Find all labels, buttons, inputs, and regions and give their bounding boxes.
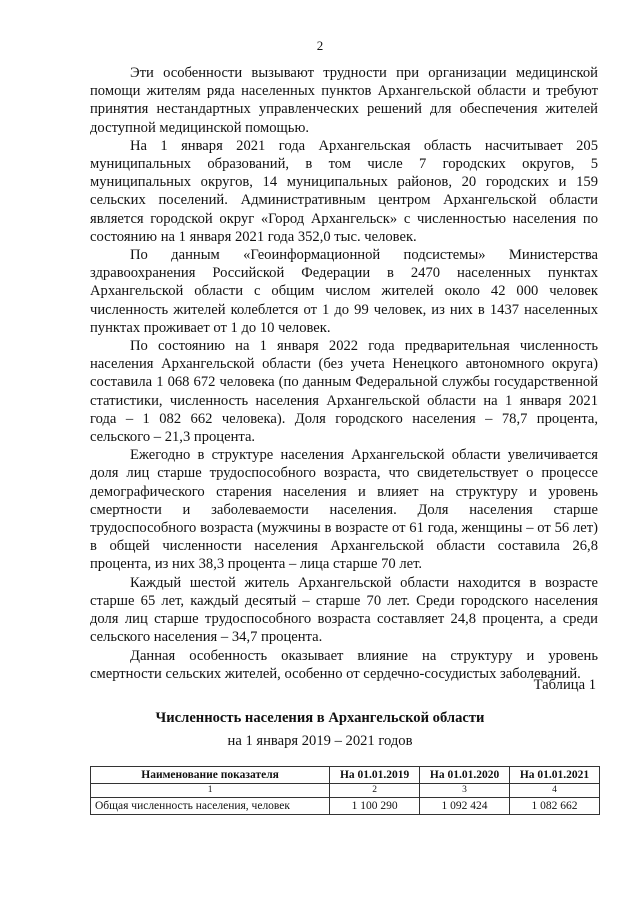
document-body <box>90 64 598 683</box>
value-2021-cell: 1 082 662 <box>510 798 600 815</box>
table-caption: Таблица 1 <box>533 677 596 693</box>
paragraph: Данная особенность оказывает влияние на структуру и уровень смертности сельских жителей, особенно от сердечно-сосудистых заболеваний. <box>90 647 598 682</box>
column-number: 4 <box>510 784 600 798</box>
value-2019-cell: 1 100 290 <box>330 798 420 815</box>
table-header-row <box>91 767 600 784</box>
page-number: 2 <box>316 38 324 53</box>
header-2020: На 01.01.2020 <box>420 767 510 784</box>
column-number: 2 <box>330 784 420 798</box>
value-2020-cell: 1 092 424 <box>420 798 510 815</box>
header-indicator-name: Наименование показателя <box>91 767 330 784</box>
paragraph: По данным «Геоинформационной подсистемы» Министерства здравоохранения Российской Федерации в 2470 населенных пунктах Архангельской области с общим числом жителей около 42 000 человек численность жителей колеблется от 1 до 99 человек, из них в 1437 населенных пунктах проживает от 1 до 10 человек. <box>90 247 598 336</box>
paragraph: По состоянию на 1 января 2022 года предварительная численность населения Архангельской области (без учета Ненецкого автономного округа) составила 1 068 672 человека (по данным Федеральной службы государственной статистики, численность населения Архангельской области на 1 января 2021 года – 1 082 662 человека). Доля городского населения – 78,7 процента, сельского – 21,3 процента. <box>90 338 598 446</box>
paragraph: На 1 января 2021 года Архангельская область насчитывает 205 муниципальных образований, в том числе 7 городских округов, 5 муниципальных округов, 14 муниципальных районов, 20 городских и 159 сельских поселений. Административным центром Архангельской области является городской округ «Город Архангельск» с численностью населения по состоянию на 1 января 2021 года 352,0 тыс. человек. <box>90 137 598 245</box>
column-number: 1 <box>91 784 330 798</box>
table-row <box>91 798 600 815</box>
column-number-row <box>91 784 600 798</box>
header-2019: На 01.01.2019 <box>330 767 420 784</box>
population-table <box>90 766 600 815</box>
table-title: Численность населения в Архангельской области <box>155 710 485 726</box>
indicator-name-cell: Общая численность населения, человек <box>91 798 330 815</box>
column-number: 3 <box>420 784 510 798</box>
header-2021: На 01.01.2021 <box>510 767 600 784</box>
paragraph: Эти особенности вызывают трудности при организации медицинской помощи жителям ряда населенных пунктов Архангельской области и требуют принятия нестандартных управленческих решений для обеспечения жителей доступной медицинской помощью. <box>90 65 598 136</box>
paragraph: Ежегодно в структуре населения Архангельской области увеличивается доля лиц старше трудоспособного возраста, что свидетельствует о процессе демографического старения населения и влияет на структуру и уровень смертности и заболеваемости населения. Доля населения старше трудоспособного возраста (мужчины в возрасте от 61 года, женщины – от 56 лет) в общей численности населения Архангельской области составила 26,8 процента, из них 38,3 процента – лица старше 70 лет. <box>90 447 598 573</box>
paragraph: Каждый шестой житель Архангельской области находится в возрасте старше 65 лет, каждый десятый – старше 70 лет. Среди городского населения доля лиц старше трудоспособного возраста составляет 24,8 процента, а среди сельского населения – 34,7 процента. <box>90 574 598 646</box>
table-subtitle: на 1 января 2019 – 2021 годов <box>227 733 413 749</box>
